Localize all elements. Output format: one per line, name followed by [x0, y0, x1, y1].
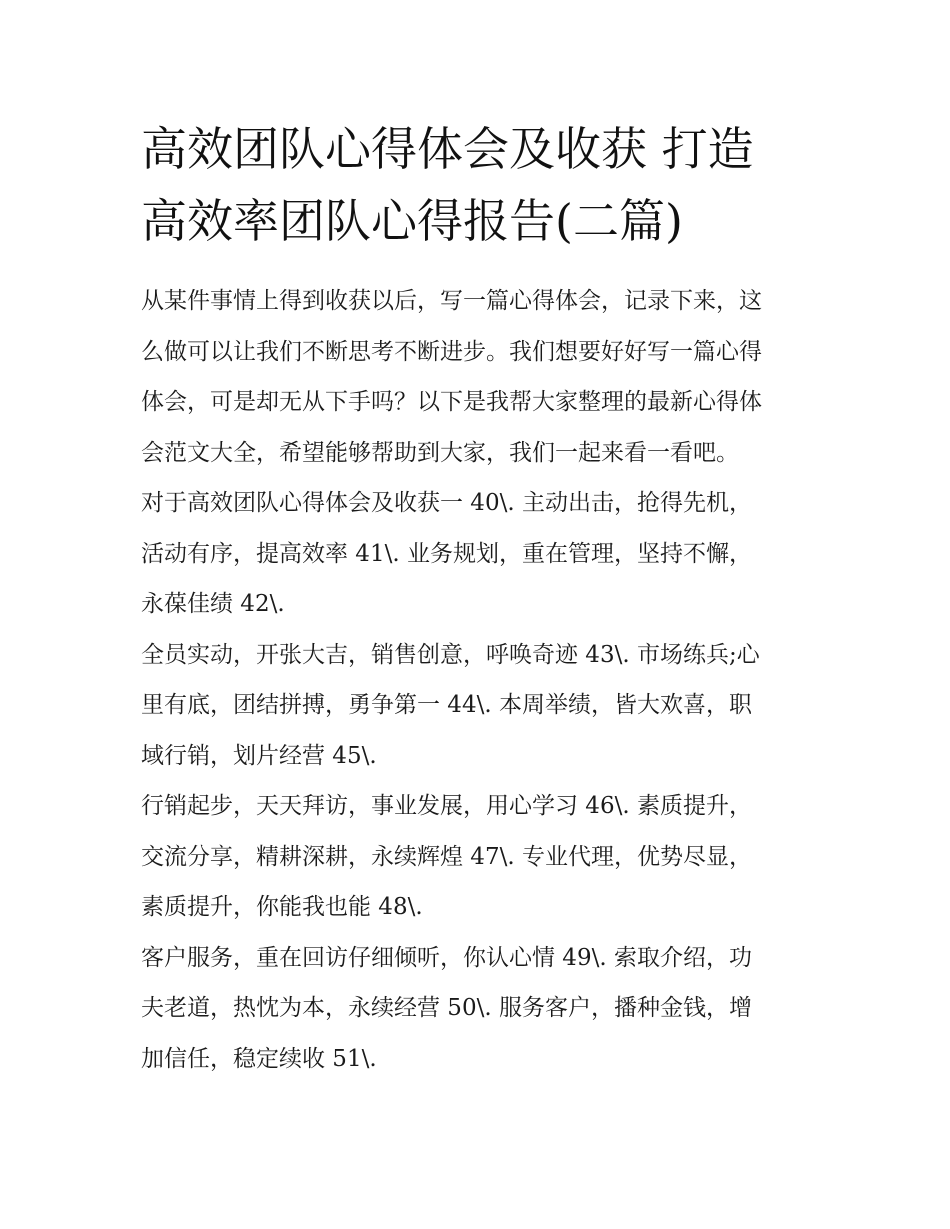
title-line-2: 高效率团队心得报告(二篇) [141, 194, 683, 248]
body-line: 全员实动，开张大吉，销售创意，呼唤奇迹 43\. 市场练兵;心 [141, 641, 760, 668]
body-line: 客户服务，重在回访仔细倾听，你认心情 49\. 索取介绍，功 [141, 944, 752, 971]
document-body [141, 276, 821, 1084]
body-line: 行销起步，天天拜访，事业发展，用心学习 46\. 素质提升， [141, 793, 752, 819]
body-line: 从某件事情上得到收获以后，写一篇心得体会，记录下来，这 [141, 288, 762, 314]
body-line: 对于高效团队心得体会及收获一 40\. 主动出击，抢得先机， [141, 490, 752, 516]
body-line: 加信任，稳定续收 51\. [141, 1045, 377, 1072]
title-line-1: 高效团队心得体会及收获 打造 [141, 122, 754, 176]
body-line: 夫老道，热忱为本，永续经营 50\. 服务客户，播种金钱，增 [141, 995, 752, 1021]
document-title [141, 113, 821, 257]
body-line: 体会，可是却无从下手吗？以下是我帮大家整理的最新心得体 [141, 389, 762, 415]
body-line: 域行销，划片经营 45\. [141, 742, 377, 769]
body-line: 活动有序，提高效率 41\. 业务规划，重在管理，坚持不懈， [141, 540, 752, 567]
body-line: 永葆佳绩 42\. [141, 591, 285, 617]
body-line: 会范文大全，希望能够帮助到大家，我们一起来看一看吧。 [141, 439, 739, 466]
body-line: 里有底，团结拼搏，勇争第一 44\. 本周举绩，皆大欢喜，职 [141, 692, 752, 718]
body-line: 么做可以让我们不断思考不断进步。我们想要好好写一篇心得 [141, 338, 762, 365]
body-line: 素质提升，你能我也能 48\. [141, 894, 423, 920]
body-line: 交流分享，精耕深耕，永续辉煌 47\. 专业代理，优势尽显， [141, 843, 752, 870]
